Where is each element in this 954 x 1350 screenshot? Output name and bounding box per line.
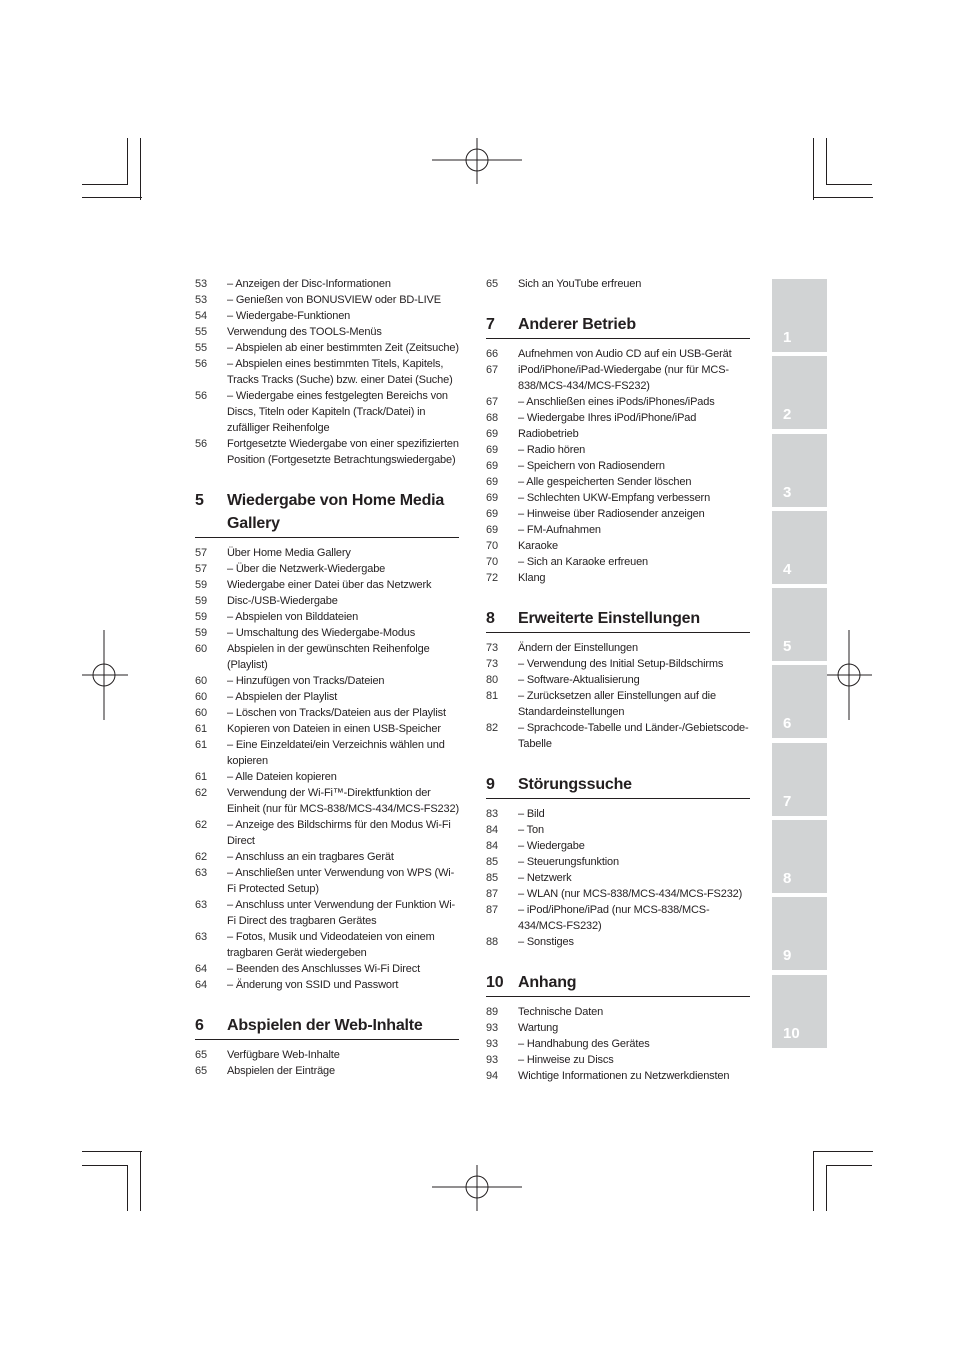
entry-text: – Wiedergabe Ihres iPod/iPhone/iPad bbox=[518, 412, 697, 424]
toc-entry[interactable] bbox=[486, 870, 750, 886]
toc-entry[interactable] bbox=[486, 1036, 750, 1052]
page-number: 63 bbox=[195, 931, 207, 943]
page-number: 55 bbox=[195, 342, 207, 354]
toc-entry[interactable] bbox=[195, 785, 459, 817]
page-number: 89 bbox=[486, 1006, 498, 1018]
section-title: Anhang bbox=[518, 974, 577, 991]
page-number: 59 bbox=[195, 579, 207, 591]
page-number: 62 bbox=[195, 851, 207, 863]
entry-text: Verfügbare Web-Inhalte bbox=[227, 1049, 340, 1061]
chapter-tab-label: 2 bbox=[783, 406, 792, 424]
page-number: 69 bbox=[486, 524, 498, 536]
page-number: 69 bbox=[486, 476, 498, 488]
entry-text: Wartung bbox=[518, 1022, 559, 1034]
entry-text: Karaoke bbox=[518, 540, 558, 552]
page-number: 65 bbox=[195, 1049, 207, 1061]
entry-text: – iPod/iPhone/iPad (nur MCS-838/MCS-434/MCS-FS232) bbox=[518, 904, 710, 932]
section-heading bbox=[486, 971, 750, 997]
section-title: Störungssuche bbox=[518, 776, 632, 793]
entry-text: – Hinweise zu Discs bbox=[518, 1054, 614, 1066]
entry-text: – Änderung von SSID und Passwort bbox=[227, 979, 399, 991]
section-number: 10 bbox=[486, 974, 504, 991]
toc-right-column bbox=[486, 276, 750, 1084]
toc-entry[interactable] bbox=[486, 720, 750, 752]
entry-text: – Radio hören bbox=[518, 444, 586, 456]
page-number: 84 bbox=[486, 824, 498, 836]
registration-mark-left bbox=[82, 630, 128, 720]
entry-text: – Wiedergabe-Funktionen bbox=[227, 310, 351, 322]
toc-entry[interactable] bbox=[195, 769, 459, 785]
chapter-tab-8[interactable] bbox=[772, 820, 827, 893]
entry-text: – Eine Einzeldatei/ein Verzeichnis wählen und kopieren bbox=[227, 739, 445, 767]
section-number: 8 bbox=[486, 610, 495, 627]
chapter-tab-label: 8 bbox=[783, 870, 792, 888]
toc-entry[interactable] bbox=[195, 292, 459, 308]
entry-text: Abspielen der Einträge bbox=[227, 1065, 335, 1077]
entry-text: – Zurücksetzen aller Einstellungen auf die Standardeinstellungen bbox=[518, 690, 716, 718]
page-number: 69 bbox=[486, 508, 498, 520]
page-number: 82 bbox=[486, 722, 498, 734]
chapter-tab-7[interactable] bbox=[772, 743, 827, 816]
toc-entry[interactable] bbox=[195, 929, 459, 961]
section-heading bbox=[486, 313, 750, 339]
entry-text: – Anschließen eines iPods/iPhones/iPads bbox=[518, 396, 715, 408]
page-number: 66 bbox=[486, 348, 498, 360]
entry-text: – Ton bbox=[518, 824, 544, 836]
section-heading bbox=[486, 773, 750, 799]
page-number: 57 bbox=[195, 547, 207, 559]
toc-entry[interactable] bbox=[195, 865, 459, 897]
page-number: 59 bbox=[195, 595, 207, 607]
page-number: 53 bbox=[195, 278, 207, 290]
toc-entry[interactable] bbox=[486, 554, 750, 570]
entry-text: – Speichern von Radiosendern bbox=[518, 460, 665, 472]
toc-entry[interactable] bbox=[195, 356, 459, 388]
entry-text: – Hinzufügen von Tracks/Dateien bbox=[227, 675, 385, 687]
page-number: 59 bbox=[195, 611, 207, 623]
entry-text: – Abspielen der Playlist bbox=[227, 691, 338, 703]
chapter-tab-label: 7 bbox=[783, 792, 792, 810]
toc-entry[interactable] bbox=[486, 410, 750, 426]
entry-text: – Bild bbox=[518, 808, 545, 820]
section-number: 5 bbox=[195, 492, 204, 509]
page-number: 62 bbox=[195, 819, 207, 831]
toc-entry[interactable] bbox=[486, 522, 750, 538]
toc-entry[interactable] bbox=[486, 838, 750, 854]
page-number: 83 bbox=[486, 808, 498, 820]
section-heading bbox=[195, 1014, 459, 1040]
page-number: 87 bbox=[486, 904, 498, 916]
entry-text: Über Home Media Gallery bbox=[227, 547, 351, 559]
entry-text: – Verwendung des Initial Setup-Bildschirms bbox=[518, 658, 724, 670]
entry-text: Aufnehmen von Audio CD auf ein USB-Gerät bbox=[518, 348, 732, 360]
entry-text: Technische Daten bbox=[518, 1006, 604, 1018]
toc-entry[interactable] bbox=[486, 640, 750, 656]
page-number: 84 bbox=[486, 840, 498, 852]
registration-mark-right bbox=[826, 630, 872, 720]
toc-entry[interactable] bbox=[486, 672, 750, 688]
toc-entry[interactable] bbox=[486, 276, 750, 292]
toc-entry[interactable] bbox=[486, 362, 750, 394]
entry-text: – Anschluss an ein tragbares Gerät bbox=[227, 851, 394, 863]
entry-text: Verwendung der Wi-Fi™-Direktfunktion der Einheit (nur für MCS-838/MCS-434/MCS-FS232) bbox=[227, 787, 459, 815]
entry-text: – Abspielen ab einer bestimmten Zeit (Zeitsuche) bbox=[227, 342, 459, 354]
entry-text: – Löschen von Tracks/Dateien aus der Playlist bbox=[227, 707, 446, 719]
entry-text: – Fotos, Musik und Videodateien von einem tragbaren Gerät wiedergeben bbox=[227, 931, 435, 959]
toc-entry[interactable] bbox=[486, 346, 750, 362]
toc-entry[interactable] bbox=[486, 902, 750, 934]
page-number: 93 bbox=[486, 1038, 498, 1050]
toc-entry[interactable] bbox=[486, 490, 750, 506]
page-number: 85 bbox=[486, 872, 498, 884]
page-number: 64 bbox=[195, 979, 207, 991]
entry-text: – Sonstiges bbox=[518, 936, 574, 948]
entry-text: – Genießen von BONUSVIEW oder BD-LIVE bbox=[227, 294, 441, 306]
page-number: 93 bbox=[486, 1022, 498, 1034]
entry-text: – Steuerungsfunktion bbox=[518, 856, 619, 868]
page-number: 93 bbox=[486, 1054, 498, 1066]
entry-text: – Netzwerk bbox=[518, 872, 572, 884]
page-number: 63 bbox=[195, 899, 207, 911]
chapter-tab-3[interactable] bbox=[772, 434, 827, 507]
section-number: 9 bbox=[486, 776, 495, 793]
entry-text: – Abspielen von Bilddateien bbox=[227, 611, 359, 623]
toc-entry[interactable] bbox=[486, 934, 750, 950]
page-number: 70 bbox=[486, 540, 498, 552]
page-number: 64 bbox=[195, 963, 207, 975]
entry-text: – Umschaltung des Wiedergabe-Modus bbox=[227, 627, 416, 639]
toc-entry[interactable] bbox=[195, 609, 459, 625]
toc-entry[interactable] bbox=[486, 570, 750, 586]
section-title: Wiedergabe von Home Media Gallery bbox=[227, 492, 445, 532]
toc-entry[interactable] bbox=[486, 1052, 750, 1068]
chapter-tab-label: 3 bbox=[783, 483, 792, 501]
page-number: 85 bbox=[486, 856, 498, 868]
entry-text: – Sprachcode-Tabelle und Länder-/Gebietscode-Tabelle bbox=[518, 722, 749, 750]
toc-entry[interactable] bbox=[486, 1020, 750, 1036]
toc-entry[interactable] bbox=[195, 388, 459, 436]
entry-text: Wiedergabe einer Datei über das Netzwerk bbox=[227, 579, 432, 591]
entry-text: – Anzeige des Bildschirms für den Modus Wi-Fi Direct bbox=[227, 819, 451, 847]
section-number: 6 bbox=[195, 1017, 204, 1034]
entry-text: Wichtige Informationen zu Netzwerkdiensten bbox=[518, 1070, 730, 1082]
toc-entry[interactable] bbox=[486, 886, 750, 902]
toc-entry[interactable] bbox=[195, 1063, 459, 1079]
toc-entry[interactable] bbox=[195, 276, 459, 292]
toc-entry[interactable] bbox=[195, 1047, 459, 1063]
toc-entry[interactable] bbox=[195, 705, 459, 721]
page-number: 55 bbox=[195, 326, 207, 338]
chapter-tab-10[interactable] bbox=[772, 975, 827, 1048]
chapter-tab-label: 5 bbox=[783, 638, 792, 656]
page-number: 56 bbox=[195, 438, 207, 450]
page-number: 72 bbox=[486, 572, 498, 584]
chapter-tab-2[interactable] bbox=[772, 356, 827, 429]
entry-text: – Hinweise über Radiosender anzeigen bbox=[518, 508, 705, 520]
page-number: 87 bbox=[486, 888, 498, 900]
chapter-tab-9[interactable] bbox=[772, 897, 827, 970]
toc-entry[interactable] bbox=[486, 538, 750, 554]
entry-text: – Sich an Karaoke erfreuen bbox=[518, 556, 649, 568]
page-number: 81 bbox=[486, 690, 498, 702]
entry-text: – Schlechten UKW-Empfang verbessern bbox=[518, 492, 711, 504]
page-number: 69 bbox=[486, 428, 498, 440]
page-number: 63 bbox=[195, 867, 207, 879]
toc-entry[interactable] bbox=[195, 721, 459, 737]
entry-text: Fortgesetzte Wiedergabe von einer spezifizierten Position (Fortgesetzte Betrachtungswiedergabe) bbox=[227, 438, 459, 466]
section-title: Erweiterte Einstellungen bbox=[518, 610, 700, 627]
section-title: Abspielen der Web-Inhalte bbox=[227, 1017, 423, 1034]
page-number: 61 bbox=[195, 723, 207, 735]
page-number: 69 bbox=[486, 460, 498, 472]
toc-entry[interactable] bbox=[195, 340, 459, 356]
entry-text: iPod/iPhone/iPad-Wiedergabe (nur für MCS-838/MCS-434/MCS-FS232) bbox=[518, 364, 729, 392]
entry-text: Disc-/USB-Wiedergabe bbox=[227, 595, 338, 607]
page-number: 69 bbox=[486, 444, 498, 456]
toc-entry[interactable] bbox=[486, 458, 750, 474]
entry-text: – Beenden des Anschlusses Wi-Fi Direct bbox=[227, 963, 420, 975]
section-number: 7 bbox=[486, 316, 495, 333]
toc-entry[interactable] bbox=[486, 854, 750, 870]
chapter-tab-label: 10 bbox=[783, 1024, 800, 1042]
entry-text: Ändern der Einstellungen bbox=[518, 642, 638, 654]
toc-entry[interactable] bbox=[195, 545, 459, 561]
section-heading bbox=[195, 489, 459, 538]
page-number: 73 bbox=[486, 658, 498, 670]
page-number: 56 bbox=[195, 358, 207, 370]
toc-entry[interactable] bbox=[195, 324, 459, 340]
entry-text: Abspielen in der gewünschten Reihenfolge (Playlist) bbox=[227, 643, 430, 671]
page-number: 57 bbox=[195, 563, 207, 575]
entry-text: – Anschluss unter Verwendung der Funktion Wi-Fi Direct des tragbaren Gerätes bbox=[227, 899, 456, 927]
toc-entry[interactable] bbox=[486, 506, 750, 522]
toc-entry[interactable] bbox=[195, 817, 459, 849]
toc-entry[interactable] bbox=[486, 806, 750, 822]
chapter-tab-1[interactable] bbox=[772, 279, 827, 352]
toc-entry[interactable] bbox=[195, 436, 459, 468]
entry-text: Sich an YouTube erfreuen bbox=[518, 278, 642, 290]
toc-entry[interactable] bbox=[486, 688, 750, 720]
chapter-tab-label: 4 bbox=[783, 560, 792, 578]
entry-text: – Alle gespeicherten Sender löschen bbox=[518, 476, 692, 488]
toc-entry[interactable] bbox=[195, 689, 459, 705]
page-number: 56 bbox=[195, 390, 207, 402]
chapter-tab-5[interactable] bbox=[772, 588, 827, 661]
entry-text: Radiobetrieb bbox=[518, 428, 579, 440]
toc-entry[interactable] bbox=[195, 849, 459, 865]
section-title: Anderer Betrieb bbox=[518, 316, 636, 333]
page-number: 69 bbox=[486, 492, 498, 504]
entry-text: Verwendung des TOOLS-Menüs bbox=[227, 326, 382, 338]
entry-text: – Anschließen unter Verwendung von WPS (Wi-Fi Protected Setup) bbox=[227, 867, 455, 895]
toc-entry[interactable] bbox=[486, 474, 750, 490]
toc-entry[interactable] bbox=[486, 426, 750, 442]
toc-entry[interactable] bbox=[486, 822, 750, 838]
page-number: 73 bbox=[486, 642, 498, 654]
toc-entry[interactable] bbox=[195, 593, 459, 609]
section-heading bbox=[486, 607, 750, 633]
toc-entry[interactable] bbox=[486, 656, 750, 672]
registration-mark-bottom bbox=[432, 1165, 522, 1211]
page-number: 60 bbox=[195, 707, 207, 719]
chapter-tabs bbox=[772, 279, 827, 1052]
entry-text: – Handhabung des Gerätes bbox=[518, 1038, 650, 1050]
toc-entry[interactable] bbox=[486, 1004, 750, 1020]
toc-entry[interactable] bbox=[486, 394, 750, 410]
page-number: 61 bbox=[195, 771, 207, 783]
toc-entry[interactable] bbox=[486, 442, 750, 458]
page-number: 70 bbox=[486, 556, 498, 568]
page-number: 60 bbox=[195, 691, 207, 703]
toc-entry[interactable] bbox=[195, 308, 459, 324]
page-number: 59 bbox=[195, 627, 207, 639]
chapter-tab-4[interactable] bbox=[772, 511, 827, 584]
chapter-tab-label: 6 bbox=[783, 715, 792, 733]
chapter-tab-label: 9 bbox=[783, 947, 792, 965]
entry-text: Kopieren von Dateien in einen USB-Speicher bbox=[227, 723, 441, 735]
entry-text: – Software-Aktualisierung bbox=[518, 674, 640, 686]
entry-text: – Wiedergabe bbox=[518, 840, 585, 852]
entry-text: – FM-Aufnahmen bbox=[518, 524, 601, 536]
toc-entry[interactable] bbox=[195, 577, 459, 593]
page-number: 68 bbox=[486, 412, 498, 424]
toc-entry[interactable] bbox=[195, 961, 459, 977]
page-number: 94 bbox=[486, 1070, 498, 1082]
entry-text: – Anzeigen der Disc-Informationen bbox=[227, 278, 391, 290]
page-number: 60 bbox=[195, 675, 207, 687]
page-number: 67 bbox=[486, 396, 498, 408]
page-number: 67 bbox=[486, 364, 498, 376]
toc-entry[interactable] bbox=[195, 625, 459, 641]
toc-entry[interactable] bbox=[195, 673, 459, 689]
toc-entry[interactable] bbox=[195, 641, 459, 673]
toc-entry[interactable] bbox=[195, 737, 459, 769]
registration-mark-top bbox=[432, 138, 522, 184]
page-number: 53 bbox=[195, 294, 207, 306]
entry-text: – WLAN (nur MCS-838/MCS-434/MCS-FS232) bbox=[518, 888, 743, 900]
entry-text: – Über die Netzwerk-Wiedergabe bbox=[227, 563, 386, 575]
toc-entry[interactable] bbox=[486, 1068, 750, 1084]
chapter-tab-6[interactable] bbox=[772, 665, 827, 738]
page-number: 88 bbox=[486, 936, 498, 948]
page-number: 60 bbox=[195, 643, 207, 655]
entry-text: Klang bbox=[518, 572, 546, 584]
entry-text: – Abspielen eines bestimmten Titels, Kapitels, Tracks Tracks (Suche) bzw. einer Datei (Suche) bbox=[227, 358, 453, 386]
toc-left-column bbox=[195, 276, 459, 1079]
toc-entry[interactable] bbox=[195, 977, 459, 993]
page-number: 80 bbox=[486, 674, 498, 686]
toc-entry[interactable] bbox=[195, 897, 459, 929]
page-number: 65 bbox=[486, 278, 498, 290]
toc-entry[interactable] bbox=[195, 561, 459, 577]
page-number: 62 bbox=[195, 787, 207, 799]
page-number: 61 bbox=[195, 739, 207, 751]
chapter-tab-label: 1 bbox=[783, 329, 792, 346]
page-number: 65 bbox=[195, 1065, 207, 1077]
entry-text: – Alle Dateien kopieren bbox=[227, 771, 337, 783]
page-number: 54 bbox=[195, 310, 207, 322]
entry-text: – Wiedergabe eines festgelegten Bereichs von Discs, Titeln oder Kapiteln (Track/Datei) in zufälliger Reihenfolge bbox=[227, 390, 448, 434]
